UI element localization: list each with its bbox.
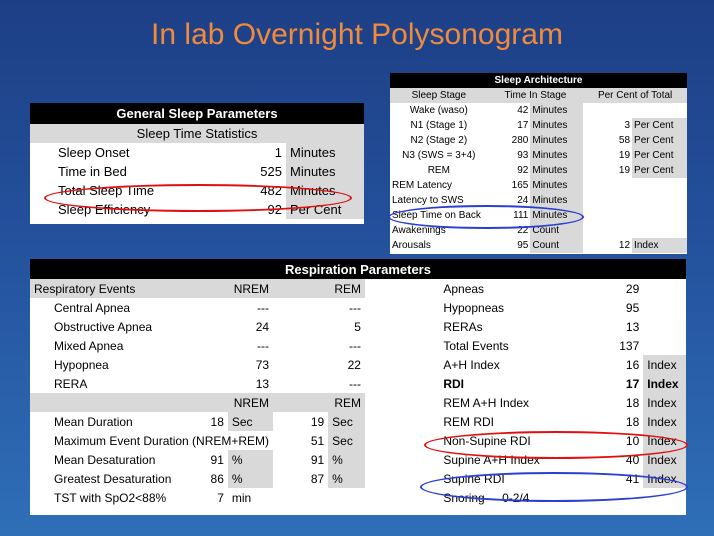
row-label: Awakenings [392, 225, 446, 236]
row-value: 42 [517, 105, 529, 116]
events-header-rem: REM [328, 279, 365, 298]
max-duration-label: Maximum Event Duration (NREM+REM) [54, 433, 270, 448]
row-unit: Minutes [530, 148, 583, 163]
table-row [390, 133, 687, 148]
right-label: REM A+H Index [443, 395, 530, 410]
row-unit: Minutes [286, 181, 364, 200]
row-unit: Count [530, 223, 583, 238]
greatest-desat-label: Greatest Desaturation [54, 471, 172, 486]
right-value: 17 [625, 376, 640, 391]
table-row [30, 279, 686, 298]
snoring-value: 0-2/4 [502, 490, 530, 505]
row-value: 111 [513, 210, 529, 221]
right-label: Hypopneas [443, 300, 505, 315]
column-header: Per Cent of Total [597, 90, 673, 101]
row-label: N3 (SWS = 3+4) [402, 150, 476, 161]
row-label: Sleep Efficiency [58, 202, 151, 217]
row-pct: 19 [618, 165, 631, 176]
right-value: 95 [625, 300, 640, 315]
table-row [390, 118, 687, 133]
tst-spo2-value: 7 [217, 490, 224, 505]
mean-desat-nrem-unit: % [228, 450, 273, 469]
right-unit: Index [643, 393, 686, 412]
row-unit: Per Cent [286, 200, 364, 219]
event-rem: --- [348, 300, 361, 315]
table-row [30, 393, 686, 412]
event-nrem: 24 [255, 319, 270, 334]
row-pct-unit: Per Cent [632, 163, 687, 178]
row-pct-unit: Per Cent [632, 118, 687, 133]
snoring-label [439, 488, 595, 507]
mean-duration-nrem: 18 [210, 414, 224, 429]
row-value: 92 [517, 165, 529, 176]
architecture-header: Sleep Architecture [390, 73, 687, 88]
table-row [390, 208, 687, 223]
respiration-header: Respiration Parameters [30, 259, 686, 279]
row-pct-unit [632, 103, 687, 118]
snoring-label-text: Snoring [443, 490, 485, 505]
table-row [390, 148, 687, 163]
event-nrem: --- [257, 300, 270, 315]
respiration-parameters-panel [30, 259, 686, 515]
row-unit: Minutes [286, 162, 364, 181]
slide-title: In lab Overnight Polysonogram [151, 18, 563, 51]
table-row [390, 223, 687, 238]
greatest-desat-rem: 87 [310, 471, 325, 486]
row-value: 92 [267, 202, 282, 217]
sub-header-rem: REM [328, 393, 365, 412]
right-label: Non-Supine RDI [443, 433, 531, 448]
row-unit: Minutes [530, 118, 583, 133]
row-value: 1 [274, 145, 282, 160]
mean-desat-rem-unit: % [328, 450, 365, 469]
event-nrem: --- [257, 338, 270, 353]
general-subheader: Sleep Time Statistics [30, 124, 364, 143]
right-unit: Index [643, 469, 686, 488]
table-row [30, 143, 364, 162]
row-unit: Minutes [530, 178, 583, 193]
row-label: Wake (waso) [409, 105, 468, 116]
table-row [30, 469, 686, 488]
right-label: RDI [443, 376, 465, 391]
row-unit: Minutes [530, 193, 583, 208]
mean-desat-rem: 91 [310, 452, 325, 467]
table-row [30, 355, 686, 374]
table-row [30, 298, 686, 317]
general-sleep-parameters-panel [30, 103, 364, 224]
event-rem: --- [348, 338, 361, 353]
row-label: Latency to SWS [392, 195, 464, 206]
row-value: 17 [517, 120, 529, 131]
row-value: 482 [260, 183, 282, 198]
row-pct [583, 103, 632, 118]
right-label: REM RDI [443, 414, 495, 429]
row-unit: Minutes [286, 143, 364, 162]
row-value: 165 [511, 180, 529, 191]
right-value: 10 [625, 433, 640, 448]
row-value: 280 [511, 135, 529, 146]
table-row [30, 317, 686, 336]
row-label: Time in Bed [58, 164, 127, 179]
row-label: Total Sleep Time [58, 183, 155, 198]
right-value: 13 [625, 319, 640, 334]
row-value: 525 [260, 164, 282, 179]
sub-header-nrem: NREM [228, 393, 273, 412]
event-nrem: 73 [255, 357, 270, 372]
right-label: Total Events [443, 338, 509, 353]
row-value: 24 [517, 195, 529, 206]
table-row [390, 238, 687, 253]
right-label: Supine RDI [443, 471, 505, 486]
mean-desat-label: Mean Desaturation [54, 452, 156, 467]
right-unit: Index [643, 374, 686, 393]
right-value: 41 [625, 471, 640, 486]
mean-duration-rem-unit: Sec [328, 412, 365, 431]
mean-duration-rem: 19 [310, 414, 325, 429]
right-value: 16 [625, 357, 640, 372]
right-label: RERAs [443, 319, 483, 334]
row-pct: 58 [618, 135, 631, 146]
mean-duration-label: Mean Duration [54, 414, 133, 429]
row-pct: 19 [618, 150, 631, 161]
table-row [30, 200, 364, 219]
mean-desat-nrem: 91 [210, 452, 224, 467]
table-row [30, 162, 364, 181]
event-rem: --- [348, 376, 361, 391]
table-row [390, 193, 687, 208]
table-row [390, 103, 687, 118]
sleep-architecture-panel [390, 73, 687, 254]
table-row [30, 488, 686, 507]
event-label: Mixed Apnea [54, 338, 124, 353]
event-label: RERA [54, 376, 88, 391]
table-row [30, 412, 686, 431]
tst-spo2-label: TST with SpO2<88% [54, 490, 167, 505]
event-label: Obstructive Apnea [54, 319, 153, 334]
event-rem: 22 [347, 357, 361, 372]
right-value: 40 [625, 452, 640, 467]
events-header-label: Respiratory Events [30, 279, 197, 298]
events-header-nrem: NREM [228, 279, 273, 298]
right-unit: Index [643, 450, 686, 469]
right-unit: Index [643, 431, 686, 450]
table-row [30, 336, 686, 355]
column-header: Sleep Stage [411, 90, 467, 101]
event-rem: 5 [354, 319, 361, 334]
table-row [30, 374, 686, 393]
right-value: 29 [625, 281, 640, 296]
event-nrem: 13 [255, 376, 270, 391]
row-label: REM Latency [392, 180, 453, 191]
row-pct: 12 [618, 240, 631, 251]
right-value: 18 [625, 414, 640, 429]
general-header: General Sleep Parameters [30, 103, 364, 124]
right-label: A+H Index [443, 357, 500, 372]
row-label: REM [427, 165, 450, 176]
right-label: Apneas [443, 281, 485, 296]
right-value: 18 [625, 395, 640, 410]
event-label: Central Apnea [54, 300, 131, 315]
right-unit: Index [643, 355, 686, 374]
max-duration-value: 51 [310, 433, 325, 448]
table-row [30, 181, 364, 200]
table-row [390, 163, 687, 178]
mean-duration-nrem-unit: Sec [228, 412, 273, 431]
row-unit: Minutes [530, 163, 583, 178]
row-unit: Count [530, 238, 583, 253]
row-value: 93 [517, 150, 529, 161]
row-unit: Minutes [530, 208, 583, 223]
row-label: N2 (Stage 2) [410, 135, 468, 146]
right-unit: Index [643, 412, 686, 431]
table-row [390, 178, 687, 193]
column-header-row [390, 88, 687, 103]
row-pct-unit: Per Cent [632, 148, 687, 163]
row-label: Arousals [392, 240, 431, 251]
row-unit: Minutes [530, 133, 583, 148]
greatest-desat-rem-unit: % [328, 469, 365, 488]
right-value: 137 [619, 338, 640, 353]
right-label: Supine A+H Index [443, 452, 540, 467]
row-label: Sleep Onset [58, 145, 130, 160]
row-label: Sleep Time on Back [392, 210, 481, 221]
row-pct-unit: Index [632, 238, 687, 253]
table-row [30, 431, 686, 450]
table-row [30, 450, 686, 469]
greatest-desat-nrem-unit: % [228, 469, 273, 488]
tst-spo2-unit: min [231, 490, 252, 505]
row-pct: 3 [624, 120, 631, 131]
greatest-desat-nrem: 86 [210, 471, 224, 486]
column-header: Time In Stage [504, 90, 567, 101]
max-duration-unit: Sec [328, 431, 365, 450]
row-label: N1 (Stage 1) [410, 120, 468, 131]
event-label: Hypopnea [54, 357, 109, 372]
row-unit: Minutes [530, 103, 583, 118]
row-pct-unit: Per Cent [632, 133, 687, 148]
row-value: 95 [517, 240, 529, 251]
row-value: 22 [517, 225, 529, 236]
